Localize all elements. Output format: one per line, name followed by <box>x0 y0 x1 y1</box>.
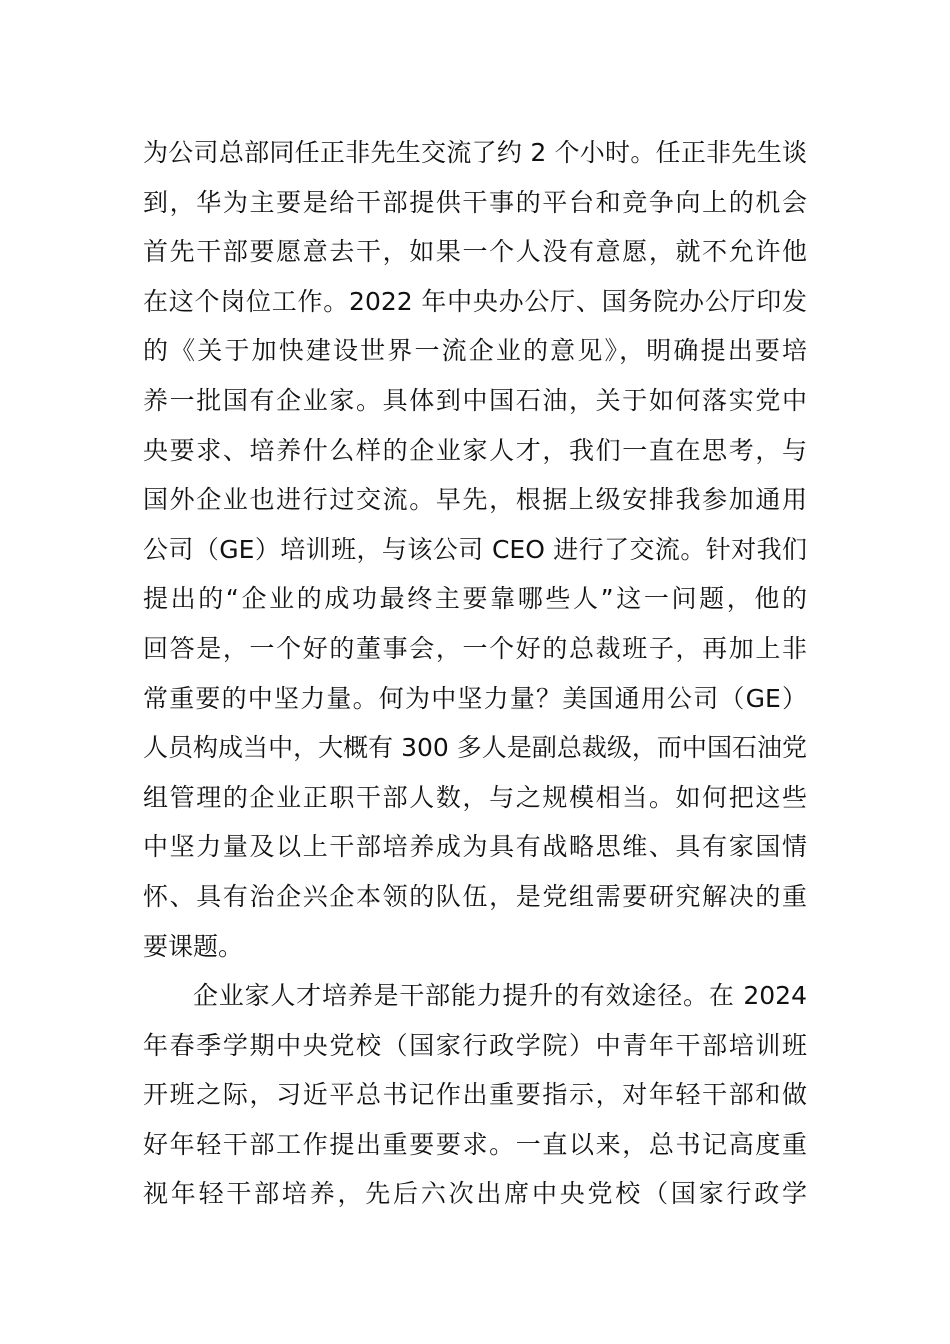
text-line: 组管理的企业正职干部人数，与之规模相当。如何把这些 <box>143 782 807 812</box>
text-line: 公司（GE）培训班，与该公司 CEO 进行了交流。针对我们 <box>143 534 807 564</box>
text-line: 人员构成当中，大概有 300 多人是副总裁级，而中国石油党 <box>143 733 807 763</box>
text-line: 中坚力量及以上干部培养成为具有战略思维、具有家国情 <box>143 832 807 862</box>
text-line: 央要求、培养什么样的企业家人才，我们一直在思考，与 <box>143 435 807 465</box>
text-line: 提出的“企业的成功最终主要靠哪些人”这一问题，他的 <box>143 584 807 614</box>
text-line: 回答是，一个好的董事会，一个好的总裁班子，再加上非 <box>143 633 807 663</box>
text-line: 年春季学期中央党校（国家行政学院）中青年干部培训班 <box>143 1030 807 1060</box>
text-line: 好年轻干部工作提出重要要求。一直以来，总书记高度重 <box>143 1129 807 1159</box>
text-line: 开班之际，习近平总书记作出重要指示，对年轻干部和做 <box>143 1080 807 1110</box>
text-line: 国外企业也进行过交流。早先，根据上级安排我参加通用 <box>143 485 807 515</box>
text-line: 养一批国有企业家。具体到中国石油，关于如何落实党中 <box>143 385 807 415</box>
text-line: 在这个岗位工作。2022 年中央办公厅、国务院办公厅印发 <box>143 286 807 316</box>
text-line: 到，华为主要是给干部提供干事的平台和竞争向上的机会 <box>143 187 807 217</box>
text-line: 要课题。 <box>143 931 244 961</box>
text-line: 为公司总部同任正非先生交流了约 2 个小时。任正非先生谈 <box>143 138 807 167</box>
text-line: 视年轻干部培养，先后六次出席中央党校（国家行政学 <box>143 1179 807 1209</box>
text-line: 常重要的中坚力量。何为中坚力量？美国通用公司（GE） <box>143 683 807 713</box>
paragraph-first-line: 企业家人才培养是干部能力提升的有效途径。在 2024 <box>193 981 807 1011</box>
text-line: 首先干部要愿意去干，如果一个人没有意愿，就不允许他 <box>143 237 807 267</box>
text-line: 怀、具有治企兴企本领的队伍，是党组需要研究解决的重 <box>143 881 807 911</box>
document-body <box>143 128 807 1219</box>
text-line: 的《关于加快建设世界一流企业的意见》，明确提出要培 <box>143 336 807 366</box>
